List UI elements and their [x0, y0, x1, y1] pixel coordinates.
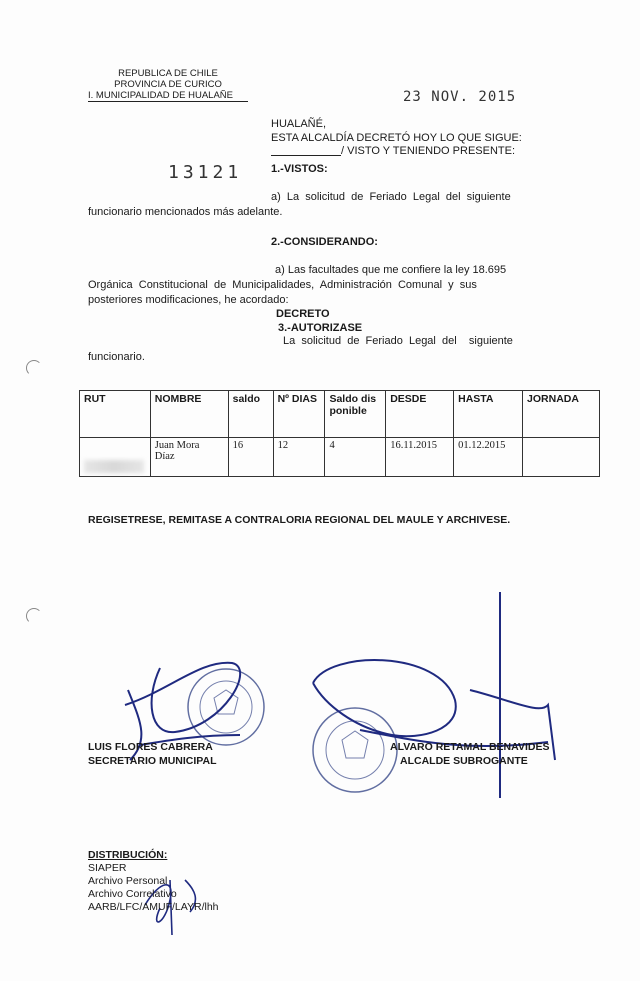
cell-dias: 12 [273, 438, 325, 477]
considerando-text-2: Orgánica Constitucional de Municipalidades, Administración Comunal y sus [88, 279, 477, 291]
col-hasta: HASTA [454, 391, 523, 438]
left-signatory-title: SECRETARIO MUNICIPAL [88, 755, 217, 767]
right-signature [313, 592, 555, 798]
letterhead-country: REPUBLICA DE CHILE [118, 68, 218, 79]
decree-line: ESTA ALCALDÍA DECRETÓ HOY LO QUE SIGUE: [271, 132, 522, 144]
autorizase-heading: 3.-AUTORIZASE [278, 322, 363, 334]
col-rut: RUT [80, 391, 151, 438]
col-dias: Nº DIAS [273, 391, 325, 438]
cell-desde: 16.11.2015 [386, 438, 454, 477]
decreto-text-2: funcionario. [88, 351, 145, 363]
right-seal [313, 708, 397, 792]
distribution-item: AARB/LFC/AMUF/LAYR/lhh [88, 901, 219, 913]
cell-hasta: 01.12.2015 [454, 438, 523, 477]
left-seal [188, 669, 264, 745]
col-disponible: Saldo disponible [325, 391, 386, 438]
punch-hole [26, 360, 42, 376]
col-desde: DESDE [386, 391, 454, 438]
visto-line: / VISTO Y TENIENDO PRESENTE: [341, 145, 516, 157]
distribution-item: SIAPER [88, 862, 127, 874]
left-signatory-name: LUIS FLORES CABRERA [88, 741, 213, 753]
col-saldo: saldo [228, 391, 273, 438]
date-stamp: 23 NOV. 2015 [403, 89, 517, 105]
decreto-heading: DECRETO [276, 308, 330, 320]
cell-saldo: 16 [228, 438, 273, 477]
decree-number-stamp: 13121 [168, 162, 243, 183]
distribution-item: Archivo Correlativo [88, 888, 177, 900]
considerando-heading: 2.-CONSIDERANDO: [271, 236, 378, 248]
right-signatory-title: ALCALDE SUBROGANTE [400, 755, 528, 767]
punch-hole [26, 608, 42, 624]
considerando-text-1: a) Las facultades que me confiere la ley 18.695 [275, 264, 507, 276]
vistos-text-1: a) La solicitud de Feriado Legal del siguiente [271, 191, 511, 203]
right-signatory-name: ALVARO RETAMAL BENAVIDES [390, 741, 550, 753]
distribution-block [88, 849, 219, 914]
cell-nombre-first: Juan Mora [154, 440, 200, 451]
col-nombre: NOMBRE [150, 391, 228, 438]
cell-disponible: 4 [325, 438, 386, 477]
distribution-item: Archivo Personal [88, 875, 168, 887]
col-jornada: JORNADA [523, 391, 600, 438]
place-line: HUALAÑÉ, [271, 118, 327, 130]
distribution-heading: DISTRIBUCIÓN: [88, 849, 168, 861]
letterhead-province: PROVINCIA DE CURICO [114, 79, 222, 90]
cell-nombre-last: Díaz [154, 451, 175, 462]
vistos-text-2: funcionario mencionados más adelante. [88, 206, 283, 218]
vistos-heading: 1.-VISTOS: [271, 163, 328, 175]
decreto-text-1: La solicitud de Feriado Legal del siguiente [283, 335, 513, 347]
closing-statement: REGISETRESE, REMITASE A CONTRALORIA REGIONAL DEL MAULE Y ARCHIVESE. [88, 514, 511, 526]
considerando-text-3: posteriores modificaciones, he acordado: [88, 294, 289, 306]
letterhead-municipality: I. MUNICIPALIDAD DE HUALAÑE [88, 90, 248, 102]
